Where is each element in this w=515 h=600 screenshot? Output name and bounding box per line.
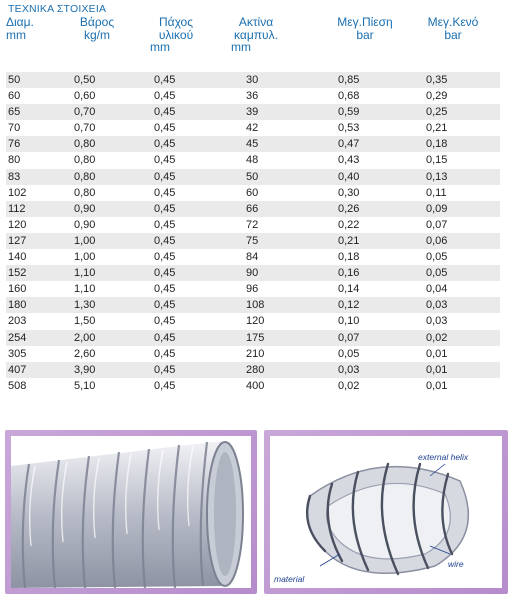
table-cell: 0,47 [338,138,360,151]
header-line: mm [6,27,26,42]
table-cell: 65 [8,106,21,119]
figures [0,430,515,600]
table-cell: 0,07 [426,218,448,231]
header-line: Μεγ.Κενό [427,15,479,29]
table-cell: 0,80 [74,138,96,151]
table-cell: 0,07 [338,331,360,344]
table-cell: 108 [246,299,265,312]
table-cell: 0,80 [74,186,96,199]
header-weight [72,16,122,41]
table-row [6,152,500,168]
table-cell: 0,03 [426,299,448,312]
table-cell: 3,90 [74,363,96,376]
table-cell: 75 [246,234,259,247]
table-cell: 0,60 [74,90,96,103]
table-cell: 0,12 [338,299,360,312]
header-max-pressure [330,16,400,41]
table-cell: 127 [8,234,27,247]
table-cell: 0,45 [154,234,176,247]
table-cell: 305 [8,347,27,360]
table-cell: 30 [246,74,259,86]
header-line: bar [356,27,374,42]
table-row [6,217,500,233]
label-external-helix: external helix [418,452,469,462]
table-cell: 1,30 [74,299,96,312]
table-cell: 102 [8,186,27,199]
table-cell: 0,16 [338,267,360,280]
table-row [6,201,500,217]
table-cell: 0,18 [426,138,448,151]
table-cell: 160 [8,283,27,296]
table-cell: 1,50 [74,315,96,328]
table-cell: 0,15 [426,154,448,167]
table-row [6,281,500,297]
table-cell: 180 [8,299,27,312]
table-cell: 0,43 [338,154,360,167]
table-cell: 39 [246,106,259,119]
table-cell: 0,70 [74,106,96,119]
table-cell: 50 [246,170,259,183]
table-row [6,313,500,329]
table-cell: 0,45 [154,315,176,328]
duct-photo [11,436,251,588]
table-cell: 0,14 [338,283,360,296]
table-cell: 0,03 [426,315,448,328]
table-cell: 0,06 [426,234,448,247]
table-row [6,297,500,313]
table-row [6,378,500,394]
table-cell: 0,21 [426,122,448,135]
table-cell: 120 [246,315,265,328]
table-cell: 0,45 [154,138,176,151]
table-cell: 0,02 [426,331,448,344]
table-cell: 0,05 [338,347,360,360]
table-cell: 254 [8,331,27,344]
label-wire: wire [448,559,464,569]
header-max-vacuum [418,16,488,41]
table-cell: 175 [246,331,265,344]
table-cell: 0,45 [154,267,176,280]
table-cell: 0,45 [154,90,176,103]
table-cell: 0,68 [338,90,360,103]
header-line: Μεγ.Πίεση [337,15,393,29]
table-cell: 0,45 [154,299,176,312]
table-cell: 0,26 [338,202,360,215]
table-row [6,265,500,281]
header-bend-radius [226,16,286,54]
table-cell: 0,45 [154,106,176,119]
table-cell: 280 [246,363,265,376]
header-line: Ακτίνα [238,15,274,29]
table-cell: 0,45 [154,154,176,167]
table-cell: 0,80 [74,154,96,167]
table-cell: 0,45 [154,283,176,296]
table-cell: 210 [246,347,265,360]
table-cell: 0,53 [338,122,360,135]
table-cell: 42 [246,122,259,135]
table-cell: 96 [246,283,259,296]
table-cell: 0,05 [426,251,448,264]
table-row [6,346,500,362]
table-cell: 0,85 [338,74,360,86]
table-cell: 72 [246,218,259,231]
table-row [6,120,500,136]
table-cell: 0,45 [154,202,176,215]
table-cell: 0,01 [426,379,448,392]
label-material: material [274,574,305,584]
table-cell: 0,13 [426,170,448,183]
table-cell: 0,04 [426,283,448,296]
table-cell: 0,18 [338,251,360,264]
table-row [6,362,500,378]
table-cell: 0,01 [426,363,448,376]
table-cell: 0,70 [74,122,96,135]
table-cell: 0,35 [426,74,448,86]
table-row [6,169,500,185]
table-cell: 60 [246,186,259,199]
table-cell: 0,45 [154,122,176,135]
table-body [6,72,500,394]
table-cell: 0,40 [338,170,360,183]
table-cell: 0,45 [154,170,176,183]
table-cell: 0,03 [338,363,360,376]
table-cell: 140 [8,251,27,264]
table-row [6,72,500,88]
header-line: bar [444,27,462,42]
header-thickness [148,16,204,54]
header-line: καμπυλ. [234,27,278,42]
header-line: mm [231,40,251,54]
header-line: Πάχος [158,15,194,29]
table-row [6,249,500,265]
table-cell: 0,45 [154,251,176,264]
table-cell: 203 [8,315,27,328]
table-cell: 36 [246,90,259,103]
cutaway-diagram [270,436,502,588]
table-cell: 0,45 [154,363,176,376]
table-cell: 508 [8,379,27,392]
table-cell: 0,45 [154,379,176,392]
table-cell: 0,80 [74,170,96,183]
table-cell: 0,45 [154,218,176,231]
table-cell: 1,00 [74,251,96,264]
table-cell: 66 [246,202,259,215]
table-cell: 0,90 [74,218,96,231]
table-cell: 50 [8,74,21,86]
table-cell: 70 [8,122,21,135]
table-row [6,136,500,152]
table-cell: 0,90 [74,202,96,215]
table-cell: 407 [8,363,27,376]
table-cell: 84 [246,251,259,264]
table-cell: 45 [246,138,259,151]
table-cell: 2,00 [74,331,96,344]
table-cell: 5,10 [74,379,96,392]
header-diameter [6,16,46,41]
table-cell: 400 [246,379,265,392]
table-cell: 0,02 [338,379,360,392]
table-cell: 1,00 [74,234,96,247]
header-line: υλικού [158,27,194,42]
table-cell: 152 [8,267,27,280]
flexible-duct-illustration [11,436,251,588]
table-cell: 0,59 [338,106,360,119]
table-cell: 112 [8,202,26,215]
table-cell: 90 [246,267,259,280]
table-cell: 0,29 [426,90,448,103]
section-title: ΤΕΧΝΙΚΑ ΣΤΟΙΧΕΙΑ [8,3,107,15]
table-row [6,88,500,104]
table-cell: 2,60 [74,347,96,360]
table-cell: 0,11 [426,186,447,199]
header-line: Βάρος [79,15,115,29]
table-cell: 0,22 [338,218,360,231]
table-row [6,104,500,120]
header-line: Διαμ. [6,15,34,29]
diagram-panel [264,430,508,594]
table-cell: 76 [8,138,21,151]
table-cell: 0,21 [338,234,360,247]
table-cell: 80 [8,154,21,167]
table-cell: 0,05 [426,267,448,280]
duct-photo-panel [5,430,257,594]
table-cell: 1,10 [74,283,96,296]
table-row [6,233,500,249]
table-cell: 0,45 [154,331,176,344]
header-line: mm [150,40,170,54]
table-cell: 120 [8,218,27,231]
table-header [0,16,515,70]
table-cell: 0,50 [74,74,96,86]
table-cell: 0,45 [154,347,176,360]
table-cell: 1,10 [74,267,96,280]
table-cell: 0,45 [154,186,176,199]
table-cell: 0,25 [426,106,448,119]
table-row [6,330,500,346]
table-cell: 0,01 [426,347,448,360]
header-line: kg/m [83,27,110,42]
table-cell: 83 [8,170,21,183]
table-cell: 60 [8,90,21,103]
table-cell: 48 [246,154,259,167]
table-cell: 0,10 [338,315,360,328]
table-cell: 0,09 [426,202,448,215]
table-cell: 0,30 [338,186,360,199]
table-cell: 0,45 [154,74,176,86]
table-row [6,185,500,201]
